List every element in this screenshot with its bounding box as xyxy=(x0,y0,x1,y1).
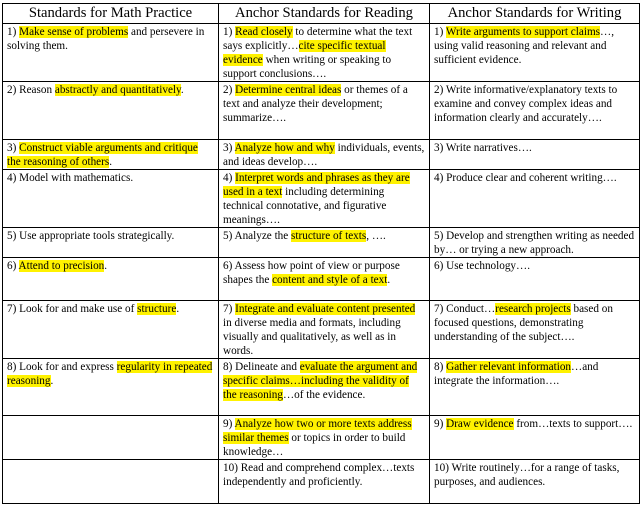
cell-text: in diverse media and formats, including visually and qualitatively, as well as in words. xyxy=(223,317,401,357)
reading-standard-cell xyxy=(219,359,430,416)
cell-text: 10) Read and comprehend complex…texts independently and proficiently. xyxy=(223,462,415,488)
cell-text: 10) Write routinely…for a range of tasks, purposes, and audiences. xyxy=(434,462,620,488)
writing-standard-cell xyxy=(430,258,640,301)
math-practice-cell xyxy=(3,416,219,460)
standards-document xyxy=(2,3,639,504)
table-row xyxy=(3,359,640,416)
highlighted-text: Analyze how two or more texts address similar themes xyxy=(223,418,412,444)
highlighted-text: Gather relevant information xyxy=(446,361,572,373)
cell-text: 2) xyxy=(223,84,236,96)
table-row xyxy=(3,301,640,359)
table-row xyxy=(3,82,640,140)
table-row xyxy=(3,170,640,228)
cell-text: . xyxy=(176,303,180,315)
highlighted-text: abstractly and quantitatively xyxy=(54,84,181,96)
reading-standard-cell xyxy=(219,258,430,301)
cell-text: including determining technical connotative, and figurative meanings…. xyxy=(223,186,387,226)
highlighted-text: Write arguments to support claims xyxy=(445,26,600,38)
cell-text: 2) Write informative/explanatory texts to examine and convey complex ideas and information clearly and accurately…. xyxy=(434,84,618,124)
writing-standard-cell xyxy=(430,416,640,460)
cell-text: 9) xyxy=(223,418,235,430)
reading-standard-cell xyxy=(219,170,430,228)
highlighted-text: Attend to precision xyxy=(18,260,105,272)
standards-table-body xyxy=(3,24,640,504)
cell-text: 6) xyxy=(7,260,19,272)
highlighted-text: content and style of a text xyxy=(272,274,388,286)
reading-standard-cell xyxy=(219,416,430,460)
cell-text: 1) xyxy=(434,26,446,38)
cell-text: 7) xyxy=(223,303,236,315)
writing-standard-cell xyxy=(430,228,640,258)
reading-standard-cell xyxy=(219,140,430,170)
cell-text: 6) Use technology…. xyxy=(434,260,531,272)
cell-text: or themes of a text and analyze their development; summarize…. xyxy=(223,84,408,124)
header-anchor-writing: Anchor Standards for Writing xyxy=(430,4,640,24)
cell-text: 8) Look for and express xyxy=(7,361,117,373)
reading-standard-cell xyxy=(219,460,430,504)
cell-text: 9) xyxy=(434,418,447,430)
cell-text: …and integrate the information…. xyxy=(434,361,599,387)
highlighted-text: Integrate and evaluate content presented xyxy=(235,303,416,315)
cell-text: 4) Model with mathematics. xyxy=(7,172,134,184)
math-practice-cell xyxy=(3,140,219,170)
cell-text: or topics in order to build knowledge… xyxy=(223,432,406,458)
reading-standard-cell xyxy=(219,228,430,258)
cell-text: 7) Conduct… xyxy=(434,303,496,315)
cell-text: 3) xyxy=(223,142,235,154)
cell-text: 3) xyxy=(7,142,20,154)
cell-text: 8) xyxy=(434,361,447,373)
cell-text: to determine what the text says explicitly… xyxy=(223,26,413,52)
cell-text: . xyxy=(104,260,108,272)
header-anchor-reading: Anchor Standards for Reading xyxy=(219,4,430,24)
math-practice-cell xyxy=(3,258,219,301)
table-row xyxy=(3,416,640,460)
math-practice-cell xyxy=(3,170,219,228)
standards-table xyxy=(2,3,640,504)
highlighted-text: Analyze how and why xyxy=(234,142,335,154)
math-practice-cell xyxy=(3,24,219,82)
cell-text: , …. xyxy=(366,230,386,242)
table-row xyxy=(3,228,640,258)
math-practice-cell xyxy=(3,301,219,359)
cell-text: based on focused questions, demonstrating understanding of the subject…. xyxy=(434,303,613,343)
table-row xyxy=(3,24,640,82)
table-row xyxy=(3,258,640,301)
cell-text: …of the evidence. xyxy=(282,389,366,401)
cell-text: 4) xyxy=(223,172,236,184)
cell-text: . xyxy=(50,375,54,387)
highlighted-text: Determine central ideas xyxy=(235,84,342,96)
cell-text: 5) Develop and strengthen writing as needed by… or trying a new approach. xyxy=(434,230,635,256)
highlighted-text: regularity in repeated reasoning xyxy=(7,361,213,387)
highlighted-text: structure of texts xyxy=(291,230,367,242)
math-practice-cell xyxy=(3,82,219,140)
highlighted-text: cite specific textual evidence xyxy=(223,40,386,66)
highlighted-text: Interpret words and phrases as they are used in a text xyxy=(223,172,410,198)
cell-text: 4) Produce clear and coherent writing…. xyxy=(434,172,617,184)
reading-standard-cell xyxy=(219,24,430,82)
highlighted-text: structure xyxy=(137,303,177,315)
cell-text: and persevere in solving them. xyxy=(7,26,205,52)
cell-text: …, using valid reasoning and relevant and sufficient evidence. xyxy=(434,26,614,66)
writing-standard-cell xyxy=(430,359,640,416)
header-row xyxy=(3,4,640,24)
math-practice-cell xyxy=(3,359,219,416)
cell-text: 1) xyxy=(223,26,236,38)
cell-text: . xyxy=(109,156,113,168)
table-row xyxy=(3,460,640,504)
highlighted-text: evaluate the argument and specific claims…including the validity of the reasoning xyxy=(223,361,418,401)
writing-standard-cell xyxy=(430,82,640,140)
writing-standard-cell xyxy=(430,140,640,170)
writing-standard-cell xyxy=(430,301,640,359)
cell-text: 5) Use appropriate tools strategically. xyxy=(7,230,175,242)
cell-text: 2) Reason xyxy=(7,84,55,96)
writing-standard-cell xyxy=(430,170,640,228)
cell-text: 7) Look for and make use of xyxy=(7,303,138,315)
cell-text: 3) Write narratives…. xyxy=(434,142,532,154)
reading-standard-cell xyxy=(219,301,430,359)
writing-standard-cell xyxy=(430,24,640,82)
highlighted-text: research projects xyxy=(495,303,571,315)
header-math-practice: Standards for Math Practice xyxy=(3,4,219,24)
cell-text: 8) Delineate and xyxy=(223,361,300,373)
cell-text: 1) xyxy=(7,26,20,38)
cell-text: when writing or speaking to support conclusions…. xyxy=(223,54,392,80)
cell-text: from…texts to support…. xyxy=(513,418,633,430)
highlighted-text: Construct viable arguments and critique the reasoning of others xyxy=(7,142,198,168)
math-practice-cell xyxy=(3,228,219,258)
highlighted-text: Draw evidence xyxy=(446,418,514,430)
cell-text: 6) Assess how point of view or purpose shapes the xyxy=(223,260,400,286)
math-practice-cell xyxy=(3,460,219,504)
cell-text: . xyxy=(180,84,184,96)
highlighted-text: Read closely xyxy=(235,26,293,38)
cell-text: 5) Analyze the xyxy=(223,230,292,242)
table-row xyxy=(3,140,640,170)
cell-text: . xyxy=(387,274,391,286)
reading-standard-cell xyxy=(219,82,430,140)
cell-text: individuals, events, and ideas develop…. xyxy=(223,142,425,168)
writing-standard-cell xyxy=(430,460,640,504)
highlighted-text: Make sense of problems xyxy=(19,26,129,38)
